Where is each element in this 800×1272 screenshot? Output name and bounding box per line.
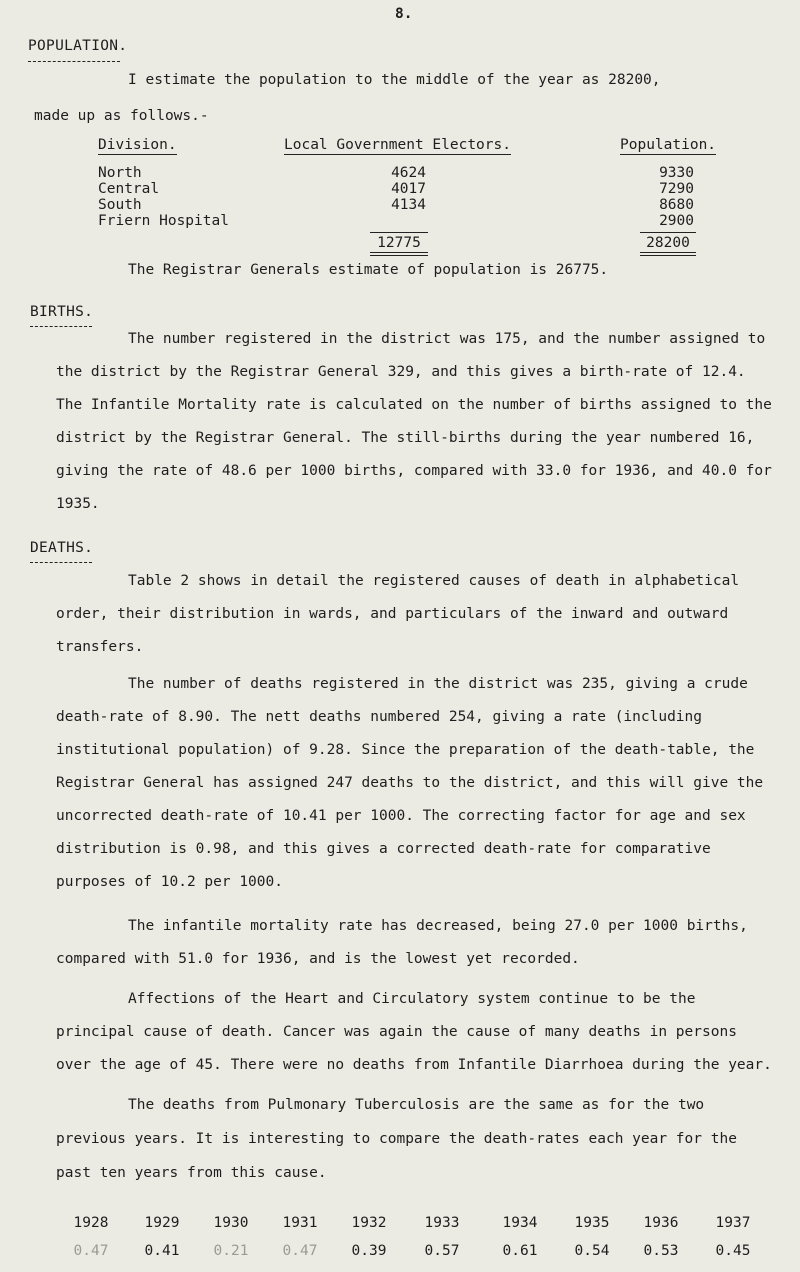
- population-cell: 7290: [659, 181, 694, 197]
- population-heading-rule: [28, 61, 120, 62]
- year-cell: 1929: [144, 1215, 180, 1231]
- population-cell: 8680: [659, 197, 694, 213]
- division-cell: South: [98, 197, 142, 213]
- population-column-header: Population.: [620, 137, 717, 153]
- table-row: [0, 165, 800, 181]
- births-heading: BIRTHS.: [30, 304, 94, 320]
- rate-cell: 0.41: [144, 1243, 180, 1259]
- rate-cell: 0.53: [643, 1243, 679, 1259]
- rate-cell: 0.45: [715, 1243, 751, 1259]
- year-cell: 1931: [282, 1215, 318, 1231]
- page-number: 8.: [395, 6, 413, 22]
- population-cell: 9330: [659, 165, 694, 181]
- table-row: [0, 213, 800, 229]
- rate-cell: 0.54: [574, 1243, 610, 1259]
- division-cell: North: [98, 165, 142, 181]
- population-intro-line1: I estimate the population to the middle of the year as 28200,: [128, 72, 661, 88]
- year-cell: 1930: [213, 1215, 249, 1231]
- registrar-estimate: The Registrar Generals estimate of population is 26775.: [128, 262, 609, 278]
- deaths-paragraph: The infantile mortality rate has decreased, being 27.0 per 1000 births, compared with 51.0 for 1936, and is the lowest yet recorded.: [56, 918, 748, 967]
- births-paragraph: The number registered in the district was 175, and the number assigned to the district by the Registrar General 329, and this gives a birth-rate of 12.4. The Infantile Mortality rate is calculated on the number of births assigned to the district by the Registrar General. The still-births during the year numbered 16, giving the rate of 48.6 per 1000 births, compared with 33.0 for 1936, and 40.0 for 1935.: [56, 331, 772, 512]
- year-cell: 1934: [502, 1215, 538, 1231]
- population-cell: 2900: [659, 213, 694, 229]
- table-row: [0, 181, 800, 197]
- division-cell: Friern Hospital: [98, 213, 229, 229]
- year-cell: 1937: [715, 1215, 751, 1231]
- tb-rates-row: [0, 1243, 800, 1261]
- rate-cell: 0.47: [282, 1243, 318, 1259]
- electors-cell: 4134: [391, 197, 426, 213]
- population-total: 28200: [640, 232, 696, 256]
- electors-total: 12775: [370, 232, 428, 256]
- year-cell: 1932: [351, 1215, 387, 1231]
- division-cell: Central: [98, 181, 160, 197]
- deaths-paragraph: The deaths from Pulmonary Tuberculosis are the same as for the two previous years. It is interesting to compare the death-rates each year for the past ten years from this cause.: [56, 1097, 737, 1181]
- year-cell: 1935: [574, 1215, 610, 1231]
- deaths-paragraph: Table 2 shows in detail the registered causes of death in alphabetical order, their distribution in wards, and particulars of the inward and outward transfers.: [56, 573, 740, 655]
- electors-column-header: Local Government Electors.: [284, 137, 511, 153]
- tb-years-row: [0, 1215, 800, 1233]
- year-cell: 1936: [643, 1215, 679, 1231]
- deaths-heading: DEATHS.: [30, 540, 94, 556]
- rate-cell: 0.39: [351, 1243, 387, 1259]
- rate-cell: 0.61: [502, 1243, 538, 1259]
- year-cell: 1928: [73, 1215, 109, 1231]
- population-heading: POPULATION.: [28, 38, 128, 54]
- year-cell: 1933: [424, 1215, 460, 1231]
- deaths-paragraph: The number of deaths registered in the district was 235, giving a crude death-rate of 8.90. The nett deaths numbered 254, giving a rate (including institutional population) of 9.28. Since the preparation of the death-table, the Registrar General has assigned 247 deaths to the district, and this will give the uncorrected death-rate of 10.41 per 1000. The correcting factor for age and sex distribution is 0.98, and this gives a corrected death-rate for comparative purposes of 10.2 per 1000.: [56, 676, 764, 890]
- electors-cell: 4624: [391, 165, 426, 181]
- rate-cell: 0.47: [73, 1243, 109, 1259]
- deaths-paragraph: Affections of the Heart and Circulatory system continue to be the principal cause of death. Cancer was again the cause of many deaths in persons over the age of 45. There were no deaths from Infantile Diarrhoea during the year.: [56, 991, 772, 1073]
- table-row: [0, 197, 800, 213]
- rate-cell: 0.57: [424, 1243, 460, 1259]
- population-intro-line2: made up as follows.-: [34, 108, 209, 124]
- rate-cell: 0.21: [213, 1243, 249, 1259]
- division-column-header: Division.: [98, 137, 177, 153]
- electors-cell: 4017: [391, 181, 426, 197]
- deaths-heading-rule: [30, 562, 92, 563]
